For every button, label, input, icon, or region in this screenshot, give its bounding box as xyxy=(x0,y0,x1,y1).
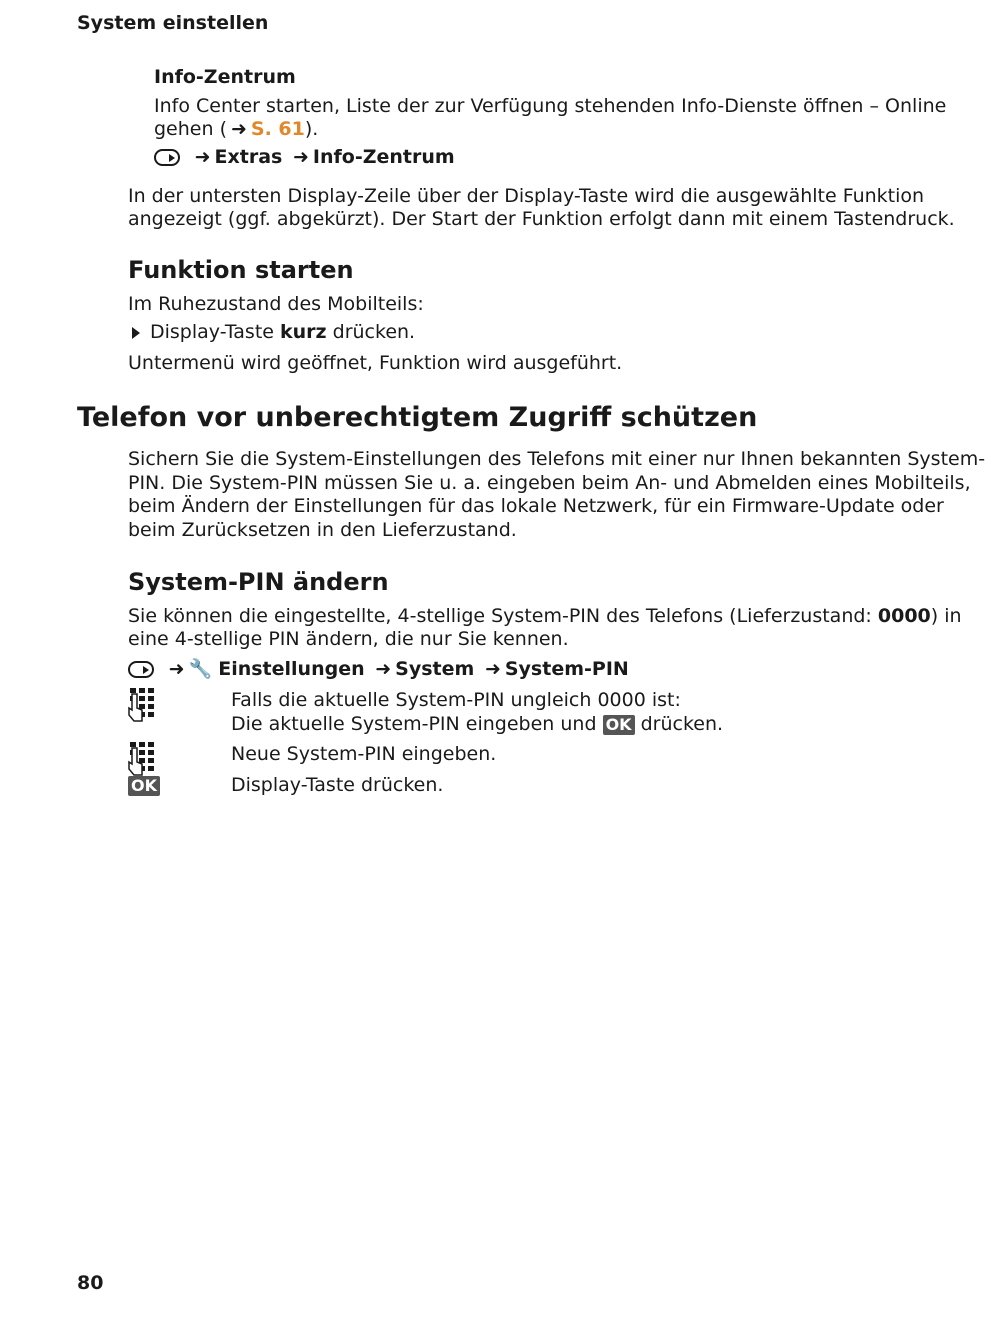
step-bold: kurz xyxy=(280,321,327,343)
arrow-icon: ➜ xyxy=(230,118,247,140)
info-title: Info-Zentrum xyxy=(154,66,296,88)
keypad-icon xyxy=(128,688,160,722)
pin-line-2: eine 4-stellige PIN ändern, die nur Sie kennen. xyxy=(128,628,569,650)
wrench-icon: 🔧 xyxy=(188,658,213,680)
menu-item-info-zentrum: Info-Zentrum xyxy=(312,146,455,168)
menu-item-system: System xyxy=(395,658,475,680)
info-line-2 xyxy=(154,117,318,141)
page-link[interactable]: S. 61 xyxy=(250,118,305,140)
info-line-1: Info Center starten, Liste der zur Verfügung stehenden Info-Dienste öffnen – Online xyxy=(154,95,947,117)
step-post: drücken. xyxy=(326,321,416,343)
step-pre: Display-Taste xyxy=(150,321,280,343)
para1-line-1: In der untersten Display-Zeile über der Display-Taste wird die ausgewählte Funktion xyxy=(128,185,925,207)
pin-default: 0000 xyxy=(877,605,931,627)
pin-heading: System-PIN ändern xyxy=(128,568,389,596)
pin-line-1 xyxy=(128,604,962,628)
arrow-icon: ➜ xyxy=(375,658,392,680)
telefon-line-2: PIN. Die System-PIN müssen Sie u. a. eingeben beim An- und Abmelden eines Mobilteils, xyxy=(128,472,971,494)
arrow-icon: ➜ xyxy=(293,146,309,168)
pin-line-1-pre: Sie können die eingestellte, 4-stellige System-PIN des Telefons (Lieferzustand: xyxy=(128,605,878,627)
step1-line-a: Falls die aktuelle System-PIN ungleich 0000 ist: xyxy=(231,689,681,711)
funktion-result: Untermenü wird geöffnet, Funktion wird ausgeführt. xyxy=(128,352,623,374)
telefon-line-3: beim Ändern der Einstellungen für das lokale Netzwerk, für ein Firmware-Update oder xyxy=(128,495,944,517)
step1-line-b xyxy=(231,712,723,736)
telefon-heading: Telefon vor unberechtigtem Zugriff schützen xyxy=(77,402,758,433)
running-header: System einstellen xyxy=(77,12,269,34)
telefon-line-1: Sichern Sie die System-Einstellungen des Telefons mit einer nur Ihnen bekannten System- xyxy=(128,448,985,470)
funktion-step xyxy=(132,320,415,344)
para1-line-2: angezeigt (ggf. abgekürzt). Der Start der Funktion erfolgt dann mit einem Tastendruck. xyxy=(128,208,955,230)
ok-key-icon xyxy=(128,774,160,796)
step1-post: drücken. xyxy=(634,713,724,735)
step1-pre: Die aktuelle System-PIN eingeben und xyxy=(231,713,603,735)
arrow-icon: ➜ xyxy=(168,658,185,680)
funktion-intro: Im Ruhezustand des Mobilteils: xyxy=(128,293,424,315)
menu-item-extras: Extras xyxy=(214,146,283,168)
pin-menu-path xyxy=(128,657,629,680)
page-number: 80 xyxy=(77,1272,104,1294)
funktion-heading: Funktion starten xyxy=(128,256,354,284)
info-menu-path xyxy=(154,146,455,168)
pin-line-1-post: ) in xyxy=(930,605,962,627)
bullet-triangle-icon xyxy=(132,327,140,339)
navigation-key-icon xyxy=(128,661,154,678)
arrow-icon: ➜ xyxy=(484,658,501,680)
ok-key-icon: OK xyxy=(603,715,635,735)
step3: Display-Taste drücken. xyxy=(231,774,444,796)
keypad-icon xyxy=(128,742,160,776)
step2: Neue System-PIN eingeben. xyxy=(231,743,497,765)
telefon-line-4: beim Zurücksetzen in den Lieferzustand. xyxy=(128,519,517,541)
info-line-2-pre: gehen ( xyxy=(154,118,227,140)
navigation-key-icon xyxy=(154,149,180,166)
ok-key-label: OK xyxy=(128,776,160,796)
menu-item-system-pin: System-PIN xyxy=(504,658,629,680)
arrow-icon: ➜ xyxy=(194,146,211,168)
info-line-2-post: ). xyxy=(304,118,319,140)
menu-item-einstellungen: Einstellungen xyxy=(218,658,365,680)
